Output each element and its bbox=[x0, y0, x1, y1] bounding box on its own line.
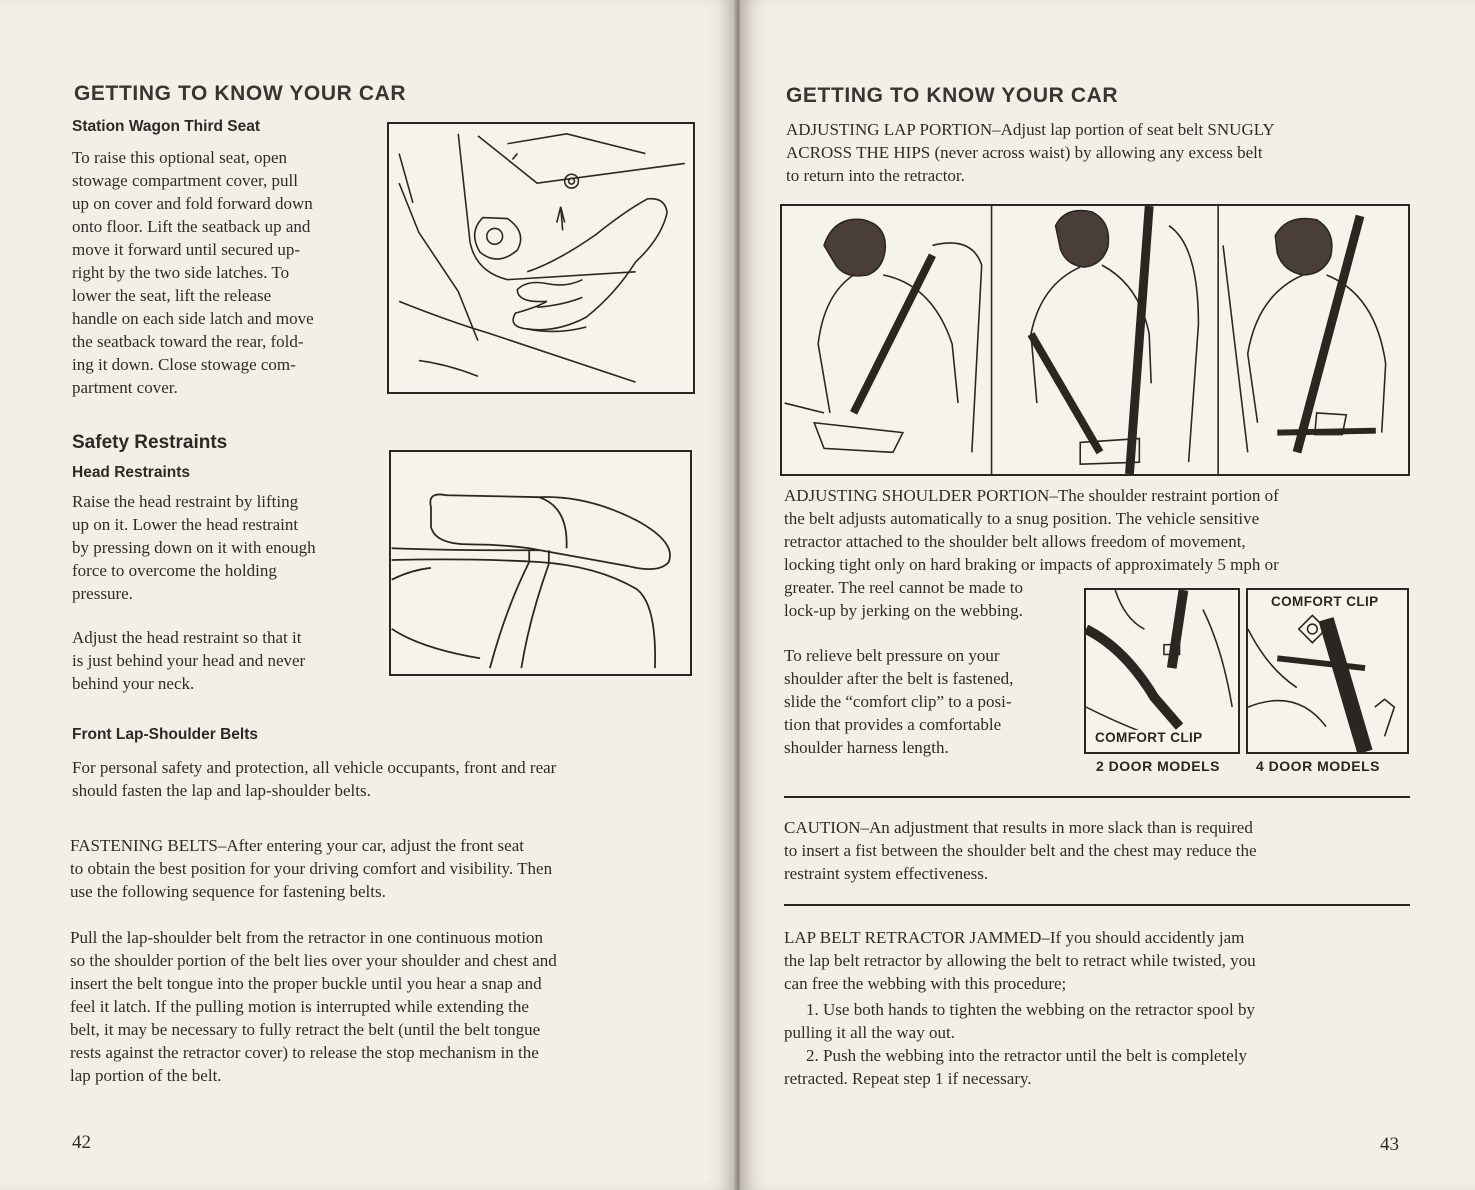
text-line: move it forward until secured up- bbox=[72, 240, 301, 259]
text-line: up on cover and fold forward down bbox=[72, 194, 313, 213]
comfort-clip-icon bbox=[1086, 590, 1238, 752]
text-line: shoulder harness length. bbox=[784, 738, 949, 757]
text-line: CAUTION–An adjustment that results in more slack than is required bbox=[784, 818, 1253, 837]
text-line: lock-up by jerking on the webbing. bbox=[784, 601, 1023, 620]
text-line: For personal safety and protection, all vehicle occupants, front and rear bbox=[72, 758, 557, 777]
text-line: lower the seat, lift the release bbox=[72, 286, 272, 305]
adjust-lap-text bbox=[786, 118, 1426, 187]
text-line: Adjust the head restraint so that it bbox=[72, 628, 302, 647]
text-line: use the following sequence for fastening belts. bbox=[70, 882, 386, 901]
text-line: right by the two side latches. To bbox=[72, 263, 290, 282]
retractor-jammed-text bbox=[784, 926, 1424, 995]
text-line: FASTENING BELTS–After entering your car, adjust the front seat bbox=[70, 836, 524, 855]
text-line: Pull the lap-shoulder belt from the retractor in one continuous motion bbox=[70, 928, 544, 947]
text-line: can free the webbing with this procedure; bbox=[784, 974, 1067, 993]
fastening-belts-text bbox=[70, 834, 690, 903]
lap-belt-illustration bbox=[780, 204, 1410, 476]
text-line: ing it down. Close stowage com- bbox=[72, 355, 296, 374]
text-line: tion that provides a comfortable bbox=[784, 715, 1002, 734]
head-restraints-text-2 bbox=[72, 626, 377, 695]
text-line: so the shoulder portion of the belt lies over your shoulder and chest and bbox=[70, 951, 557, 970]
pull-belt-text bbox=[70, 926, 690, 1087]
text-line: feel it latch. If the pulling motion is interrupted while extending the bbox=[70, 997, 529, 1016]
text-line: LAP BELT RETRACTOR JAMMED–If you should accidently jam bbox=[784, 928, 1245, 947]
text-line: the seatback toward the rear, fold- bbox=[72, 332, 304, 351]
text-line: to obtain the best position for your driving comfort and visibility. Then bbox=[70, 859, 553, 878]
text-line: insert the belt tongue into the proper buckle until you hear a snap and bbox=[70, 974, 542, 993]
text-line: force to overcome the holding bbox=[72, 561, 277, 580]
text-line: the belt adjusts automatically to a snug position. The vehicle sensitive bbox=[784, 509, 1260, 528]
text-line: by pressing down on it with enough bbox=[72, 538, 316, 557]
four-door-comfort-clip-illustration bbox=[1246, 588, 1409, 754]
right-page bbox=[740, 0, 1475, 1190]
station-wagon-text bbox=[72, 146, 372, 399]
step-1-line: 1. Use both hands to tighten the webbing on the retractor spool by bbox=[806, 1000, 1255, 1019]
caption-4-door: 4 DOOR MODELS bbox=[1256, 758, 1380, 774]
text-line: rests against the retractor cover) to release the stop mechanism in the bbox=[70, 1043, 539, 1062]
front-belts-text bbox=[72, 756, 692, 802]
text-line: To raise this optional seat, open bbox=[72, 148, 288, 167]
text-line: onto floor. Lift the seatback up and bbox=[72, 217, 311, 236]
third-seat-illustration bbox=[387, 122, 695, 394]
head-restraints-text-1 bbox=[72, 490, 377, 605]
safety-restraints-heading: Safety Restraints bbox=[72, 432, 228, 453]
text-line: pressure. bbox=[72, 584, 133, 603]
text-line: belt, it may be necessary to fully retract the belt (until the belt tongue bbox=[70, 1020, 541, 1039]
page-number-right: 43 bbox=[1380, 1134, 1399, 1155]
adjust-shoulder-text bbox=[784, 484, 1424, 576]
text-line: partment cover. bbox=[72, 378, 178, 397]
text-line: is just behind your head and never bbox=[72, 651, 306, 670]
step-2-line: 2. Push the webbing into the retractor until the belt is completely bbox=[806, 1046, 1247, 1065]
step-2-line: retracted. Repeat step 1 if necessary. bbox=[784, 1069, 1032, 1088]
comfort-clip-icon bbox=[1248, 590, 1407, 752]
text-line: restraint system effectiveness. bbox=[784, 864, 989, 883]
left-chapter-title: GETTING TO KNOW YOUR CAR bbox=[74, 82, 407, 105]
relieve-pressure-text bbox=[784, 644, 1094, 759]
text-line: lap portion of the belt. bbox=[70, 1066, 222, 1085]
text-line: ACROSS THE HIPS (never across waist) by allowing any excess belt bbox=[786, 143, 1263, 162]
text-line: ADJUSTING SHOULDER PORTION–The shoulder restraint portion of bbox=[784, 486, 1279, 505]
text-line: To relieve belt pressure on your bbox=[784, 646, 1000, 665]
hand-lifting-cover-icon bbox=[389, 124, 693, 392]
text-line: greater. The reel cannot be made to bbox=[784, 578, 1023, 597]
text-line: to insert a fist between the shoulder belt and the chest may reduce the bbox=[784, 841, 1257, 860]
text-line: the lap belt retractor by allowing the belt to retract while twisted, you bbox=[784, 951, 1256, 970]
head-restraint-icon bbox=[391, 452, 690, 674]
reel-text bbox=[784, 576, 1094, 622]
text-line: should fasten the lap and lap-shoulder belts. bbox=[72, 781, 371, 800]
text-line: ADJUSTING LAP PORTION–Adjust lap portion of seat belt SNUGLY bbox=[786, 120, 1275, 139]
procedure-steps bbox=[784, 998, 1424, 1090]
caption-2-door: 2 DOOR MODELS bbox=[1096, 758, 1220, 774]
page-number-left: 42 bbox=[72, 1132, 91, 1153]
left-page bbox=[0, 0, 736, 1190]
text-line: retractor attached to the shoulder belt allows freedom of movement, bbox=[784, 532, 1246, 551]
text-line: locking tight only on hard braking or impacts of approximately 5 mph or bbox=[784, 555, 1279, 574]
front-belts-heading: Front Lap-Shoulder Belts bbox=[72, 726, 258, 743]
text-line: stowage compartment cover, pull bbox=[72, 171, 298, 190]
comfort-clip-label-2door: COMFORT CLIP bbox=[1092, 730, 1206, 745]
two-door-comfort-clip-illustration bbox=[1084, 588, 1240, 754]
woman-fastening-belt-icon bbox=[782, 206, 1408, 474]
station-wagon-heading: Station Wagon Third Seat bbox=[72, 118, 261, 135]
text-line: slide the “comfort clip” to a posi- bbox=[784, 692, 1012, 711]
head-restraints-heading: Head Restraints bbox=[72, 464, 191, 481]
caution-text bbox=[784, 816, 1424, 885]
divider-bottom bbox=[784, 904, 1410, 906]
comfort-clip-label-4door: COMFORT CLIP bbox=[1268, 594, 1382, 609]
text-line: up on it. Lower the head restraint bbox=[72, 515, 299, 534]
text-line: behind your neck. bbox=[72, 674, 195, 693]
text-line: Raise the head restraint by lifting bbox=[72, 492, 299, 511]
divider-top bbox=[784, 796, 1410, 798]
text-line: handle on each side latch and move bbox=[72, 309, 314, 328]
step-1-line: pulling it all the way out. bbox=[784, 1023, 955, 1042]
right-chapter-title: GETTING TO KNOW YOUR CAR bbox=[786, 84, 1119, 107]
text-line: shoulder after the belt is fastened, bbox=[784, 669, 1014, 688]
text-line: to return into the retractor. bbox=[786, 166, 965, 185]
head-restraint-illustration bbox=[389, 450, 692, 676]
